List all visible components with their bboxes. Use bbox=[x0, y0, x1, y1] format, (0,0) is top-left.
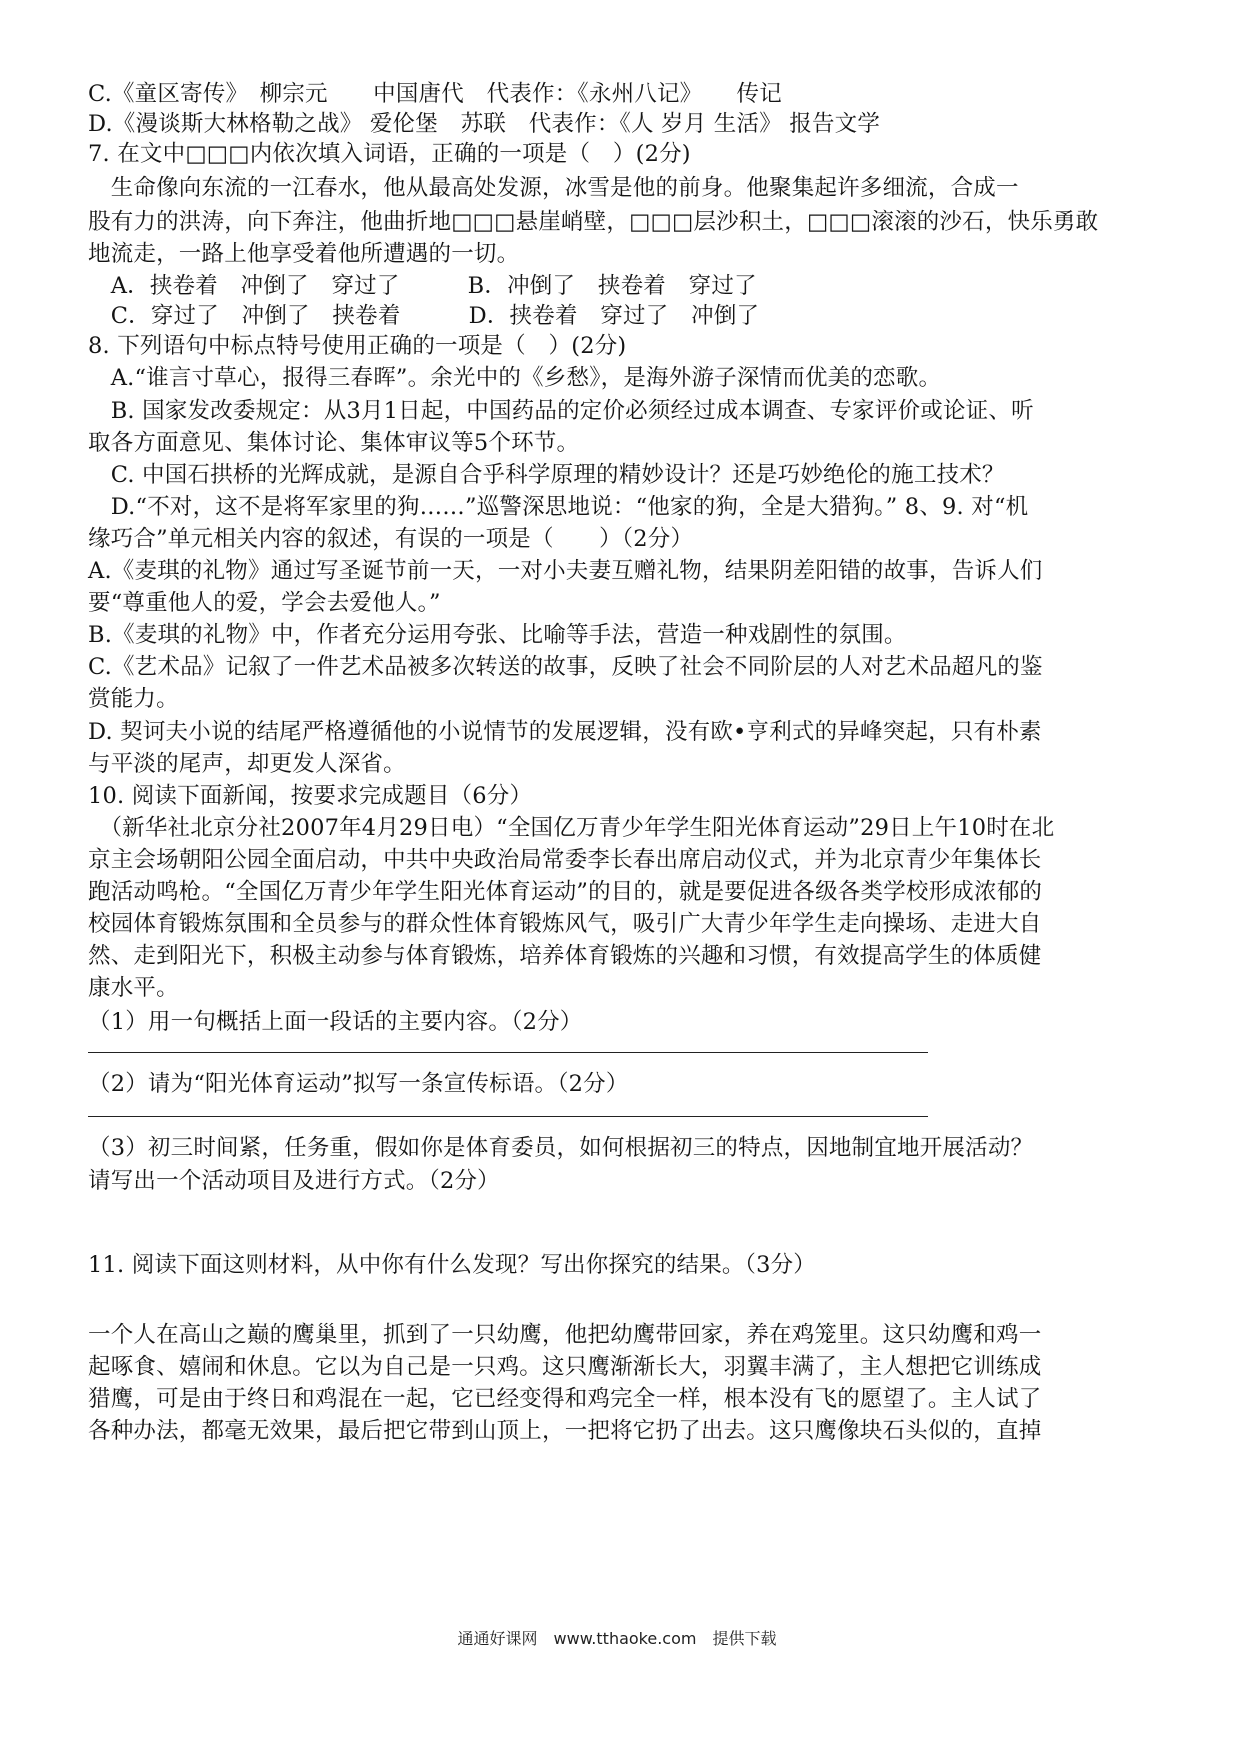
text-line: D.《漫谈斯大林格勒之战》 爱伦堡 苏联 代表作：《人 岁月 生活》 报告文学 bbox=[88, 111, 881, 137]
sub-question-2: （2）请为“阳光体育运动”拟写一条宣传标语。（2分） bbox=[88, 1071, 629, 1097]
text-line: 请写出一个活动项目及进行方式。（2分） bbox=[88, 1168, 500, 1194]
text-line: 与平淡的尾声，却更发人深省。 bbox=[88, 751, 406, 777]
page-footer: 通通好课网 www.tthaoke.com 提供下载 bbox=[457, 1629, 777, 1648]
text-line: 股有力的洪涛，向下奔注，他曲折地□□□悬崖峭壁，□□□层沙积土，□□□滚滚的沙石，快乐勇敢 bbox=[88, 209, 1099, 235]
text-line: 赏能力。 bbox=[88, 686, 179, 712]
news-paragraph-line: 康水平。 bbox=[88, 975, 179, 1001]
question-10-stem: 10. 阅读下面新闻，按要求完成题目（6分） bbox=[88, 783, 533, 809]
news-paragraph-line: 然、走到阳光下，积极主动参与体育锻炼，培养体育锻炼的兴趣和习惯，有效提高学生的体质健 bbox=[88, 943, 1042, 969]
text-line: 要“尊重他人的爱，学会去爱他人。” bbox=[88, 590, 441, 616]
material-paragraph-line: 起啄食、嬉闹和休息。它以为自己是一只鸡。这只鹰渐渐长大，羽翼丰满了，主人想把它训练成 bbox=[88, 1354, 1042, 1380]
option-line: D.“不对，这不是将军家里的狗……”巡警深思地说：“他家的狗，全是大猎狗。” 8、9. 对“机 bbox=[88, 494, 1029, 520]
option-line: C. 中国石拱桥的光辉成就，是源自合乎科学原理的精妙设计？还是巧妙绝伦的施工技术？ bbox=[88, 462, 1005, 488]
question-8-stem: 8. 下列语句中标点特号使用正确的一项是（ ）(2分) bbox=[88, 333, 627, 359]
text-line: C.《童区寄传》 柳宗元 中国唐代 代表作：《永州八记》 传记 bbox=[88, 81, 782, 107]
material-paragraph-line: 各种办法，都毫无效果，最后把它带到山顶上，一把将它扔了出去。这只鹰像块石头似的，直掉 bbox=[88, 1418, 1042, 1444]
material-paragraph-line: 猎鹰，可是由于终日和鸡混在一起，它已经变得和鸡完全一样，根本没有飞的愿望了。主人试了 bbox=[88, 1386, 1042, 1412]
option-line: A．挟卷着 冲倒了 穿过了 B．冲倒了 挟卷着 穿过了 bbox=[88, 273, 757, 299]
option-line: B. 国家发改委规定：从3月1日起，中国药品的定价必须经过成本调查、专家评价或论证、听 bbox=[88, 398, 1034, 424]
answer-blank-line[interactable] bbox=[88, 1116, 928, 1117]
news-paragraph-line: 跑活动鸣枪。“全国亿万青少年学生阳光体育运动”的目的，就是要促进各级各类学校形成浓郁的 bbox=[88, 879, 1043, 905]
sub-question-3: （3）初三时间紧，任务重，假如你是体育委员，如何根据初三的特点，因地制宜地开展活动？ bbox=[88, 1135, 1034, 1161]
question-11-stem: 11. 阅读下面这则材料，从中你有什么发现？写出你探究的结果。（3分） bbox=[88, 1252, 817, 1278]
option-line: B.《麦琪的礼物》中，作者充分运用夸张、比喻等手法，营造一种戏剧性的氛围。 bbox=[88, 622, 907, 648]
answer-blank-line[interactable] bbox=[88, 1052, 928, 1053]
news-paragraph-line: （新华社北京分社2007年4月29日电）“全国亿万青少年学生阳光体育运动”29日上午10时在北 bbox=[88, 815, 1055, 841]
text-line: 地流走，一路上他享受着他所遭遇的一切。 bbox=[88, 241, 520, 267]
option-line: D. 契诃夫小说的结尾严格遵循他的小说情节的发展逻辑，没有欧•亨利式的异峰突起，只有朴素 bbox=[88, 719, 1042, 745]
question-9-stem: 缘巧合”单元相关内容的叙述，有误的一项是（ ）（2分） bbox=[88, 526, 694, 552]
option-line: A.《麦琪的礼物》通过写圣诞节前一天，一对小夫妻互赠礼物，结果阴差阳错的故事，告诉人们 bbox=[88, 558, 1043, 584]
option-line: A.“谁言寸草心，报得三春晖”。余光中的《乡愁》，是海外游子深情而优美的恋歌。 bbox=[88, 365, 942, 391]
news-paragraph-line: 京主会场朝阳公园全面启动，中共中央政治局常委李长春出席启动仪式，并为北京青少年集体长 bbox=[88, 847, 1042, 873]
text-line: 生命像向东流的一江春水，他从最高处发源，冰雪是他的前身。他聚集起许多细流，合成一 bbox=[88, 175, 1019, 201]
material-paragraph-line: 一个人在高山之巅的鹰巢里，抓到了一只幼鹰，他把幼鹰带回家，养在鸡笼里。这只幼鹰和鸡一 bbox=[88, 1322, 1042, 1348]
question-7-stem: 7. 在文中□□□内依次填入词语，正确的一项是（ ）(2分) bbox=[88, 141, 691, 167]
option-line: C．穿过了 冲倒了 挟卷着 D．挟卷着 穿过了 冲倒了 bbox=[88, 303, 760, 329]
option-line: C.《艺术品》记叙了一件艺术品被多次转送的故事，反映了社会不同阶层的人对艺术品超凡的鉴 bbox=[88, 654, 1043, 680]
text-line: 取各方面意见、集体讨论、集体审议等5个环节。 bbox=[88, 430, 580, 456]
sub-question-1: （1）用一句概括上面一段话的主要内容。（2分） bbox=[88, 1009, 583, 1035]
news-paragraph-line: 校园体育锻炼氛围和全员参与的群众性体育锻炼风气，吸引广大青少年学生走向操场、走进大自 bbox=[88, 911, 1042, 937]
